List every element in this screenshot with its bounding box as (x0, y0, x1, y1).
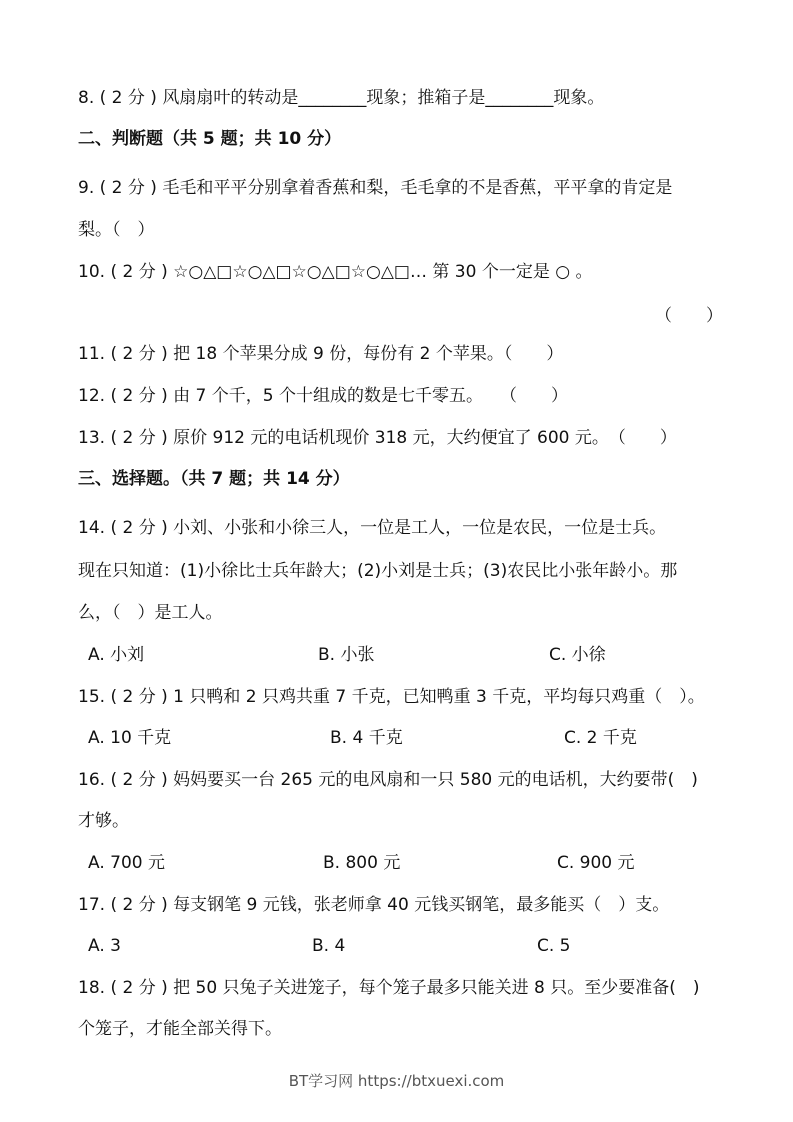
q18-line2: 个笼子，才能全部关得下。 (78, 1019, 282, 1039)
section-3-heading: 三、选择题。（共 7 题；共 14 分） (78, 469, 350, 489)
q10-text: 10. ( 2 分 ) ☆○△□☆○△□☆○△□☆○△□… 第 30 个一定是 ○ 。 (78, 262, 593, 282)
q17-option-a: A. 3 (88, 936, 121, 956)
q9-line2: 梨。（ ） (78, 220, 155, 240)
q13-text: 13. ( 2 分 ) 原价 912 元的电话机现价 318 元，大约便宜了 600 元。 （ ） (78, 428, 677, 448)
q10-answer-paren: （ ） (655, 306, 723, 326)
q14-option-a: A. 小刘 (88, 645, 145, 665)
q16-option-b: B. 800 元 (323, 853, 401, 873)
q14-line3: 么，（ ）是工人。 (78, 603, 223, 623)
q14-line2: 现在只知道：(1)小徐比士兵年龄大；(2)小刘是士兵；(3)农民比小张年龄小。那 (78, 561, 678, 581)
q17-option-b: B. 4 (312, 936, 346, 956)
footer-watermark: BT学习网 https://btxuexi.com (288, 1072, 505, 1090)
q15-option-b: B. 4 千克 (330, 728, 403, 748)
q14-line1: 14. ( 2 分 ) 小刘、小张和小徐三人，一位是工人，一位是农民，一位是士兵。 (78, 518, 667, 538)
q15-text: 15. ( 2 分 ) 1 只鸭和 2 只鸡共重 7 千克，已知鸭重 3 千克，平均每只鸡重（ ）。 (78, 687, 705, 707)
q8-text: 8. ( 2 分 ) 风扇扇叶的转动是________现象；推箱子是________现象。 (78, 88, 605, 108)
q14-option-b: B. 小张 (318, 645, 375, 665)
q15-option-a: A. 10 千克 (88, 728, 172, 748)
q16-option-c: C. 900 元 (557, 853, 635, 873)
q9-line1: 9. ( 2 分 ) 毛毛和平平分别拿着香蕉和梨，毛毛拿的不是香蕉，平平拿的肯定是 (78, 178, 673, 198)
q14-option-c: C. 小徐 (549, 645, 606, 665)
q11-text: 11. ( 2 分 ) 把 18 个苹果分成 9 份，每份有 2 个苹果。（ ） (78, 344, 564, 364)
section-2-heading: 二、判断题（共 5 题；共 10 分） (78, 129, 342, 149)
q17-text: 17. ( 2 分 ) 每支钢笔 9 元钱，张老师拿 40 元钱买钢笔，最多能买（ ）支。 (78, 895, 670, 915)
q17-option-c: C. 5 (537, 936, 571, 956)
q15-option-c: C. 2 千克 (564, 728, 637, 748)
q16-line2: 才够。 (78, 811, 129, 831)
q12-text: 12. ( 2 分 ) 由 7 个千，5 个十组成的数是七千零五。 （ ） (78, 386, 568, 406)
q18-line1: 18. ( 2 分 ) 把 50 只兔子关进笼子，每个笼子最多只能关进 8 只。至少要准备( ) (78, 978, 700, 998)
q16-option-a: A. 700 元 (88, 853, 165, 873)
q16-line1: 16. ( 2 分 ) 妈妈要买一台 265 元的电风扇和一只 580 元的电话机，大约要带( ) (78, 770, 698, 790)
